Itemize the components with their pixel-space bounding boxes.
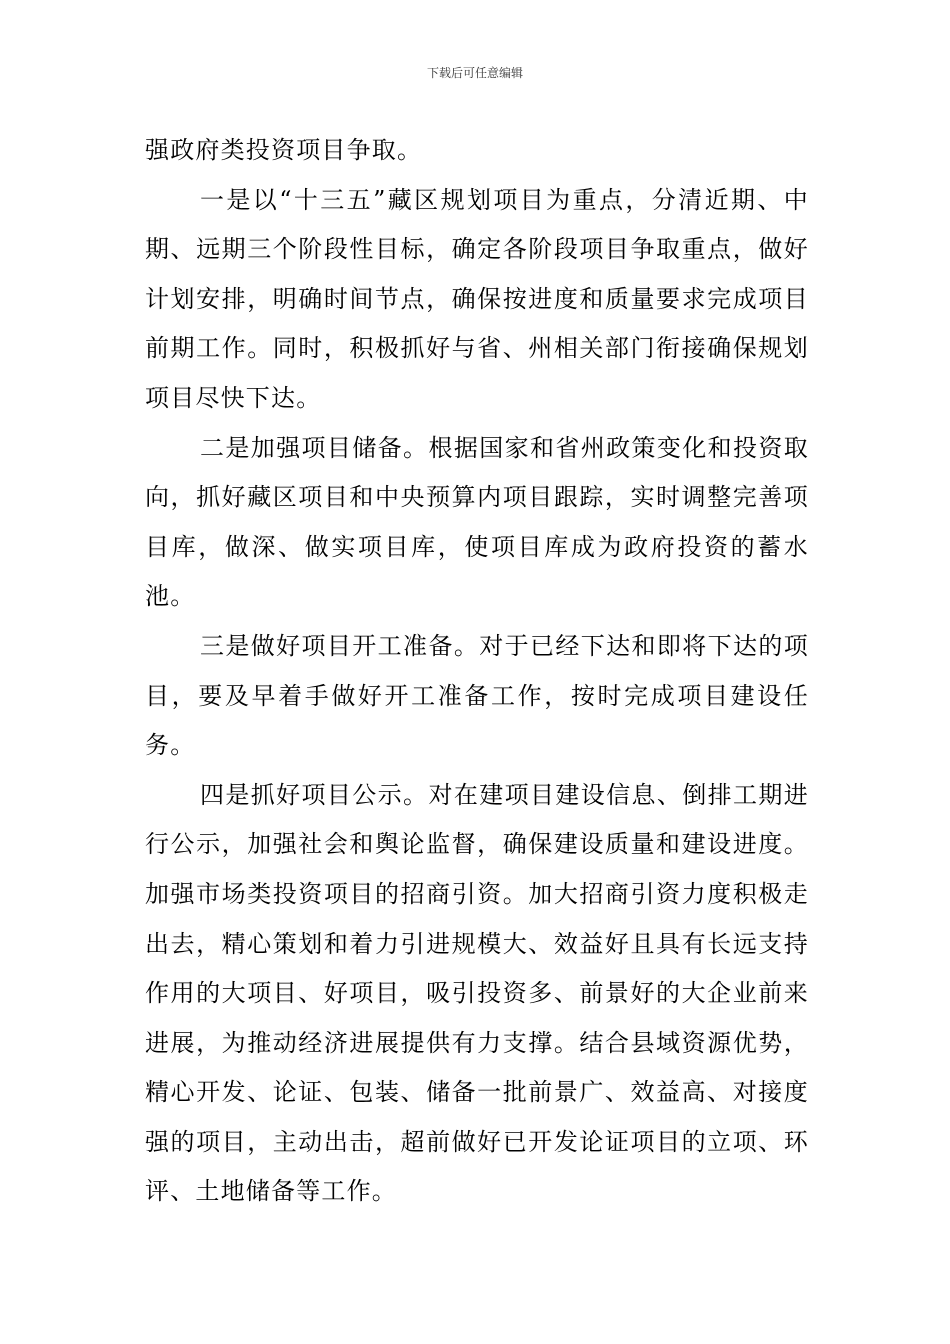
document-body (145, 126, 809, 1217)
paragraph-continuation: 强政府类投资项目争取。 (145, 136, 423, 164)
paragraph-planning-projects: 一是以“十三五”藏区规划项目为重点，分清近期、中期、远期三个阶段性目标，确定各阶段项目争取重点，做好计划安排，明确时间节点，确保按进度和质量要求完成项目前期工作。同时，积极抓好与省、州相关部门衔接确保规划项目尽快下达。 (145, 185, 809, 412)
paragraph-project-publicity: 四是抓好项目公示。对在建项目建设信息、倒排工期进行公示，加强社会和舆论监督，确保建设质量和建设进度。加强市场类投资项目的招商引资。加大招商引资力度积极走出去，精心策划和着力引进规模大、效益好且具有长远支持作用的大项目、好项目，吸引投资多、前景好的大企业前来进展，为推动经济进展提供有力支撑。结合县域资源优势，精心开发、论证、包装、储备一批前景广、效益高、对接度强的项目，主动出击，超前做好已开发论证项目的立项、环评、土地储备等工作。 (145, 780, 809, 1206)
paragraph-construction-preparation: 三是做好项目开工准备。对于已经下达和即将下达的项目，要及早着手做好开工准备工作，按时完成项目建设任务。 (145, 631, 809, 760)
page-header: 下载后可任意编辑 (426, 66, 523, 80)
paragraph-project-reserve: 二是加强项目储备。根据国家和省州政策变化和投资取向，抓好藏区项目和中央预算内项目跟踪，实时调整完善项目库，做深、做实项目库，使项目库成为政府投资的蓄水池。 (145, 433, 809, 611)
